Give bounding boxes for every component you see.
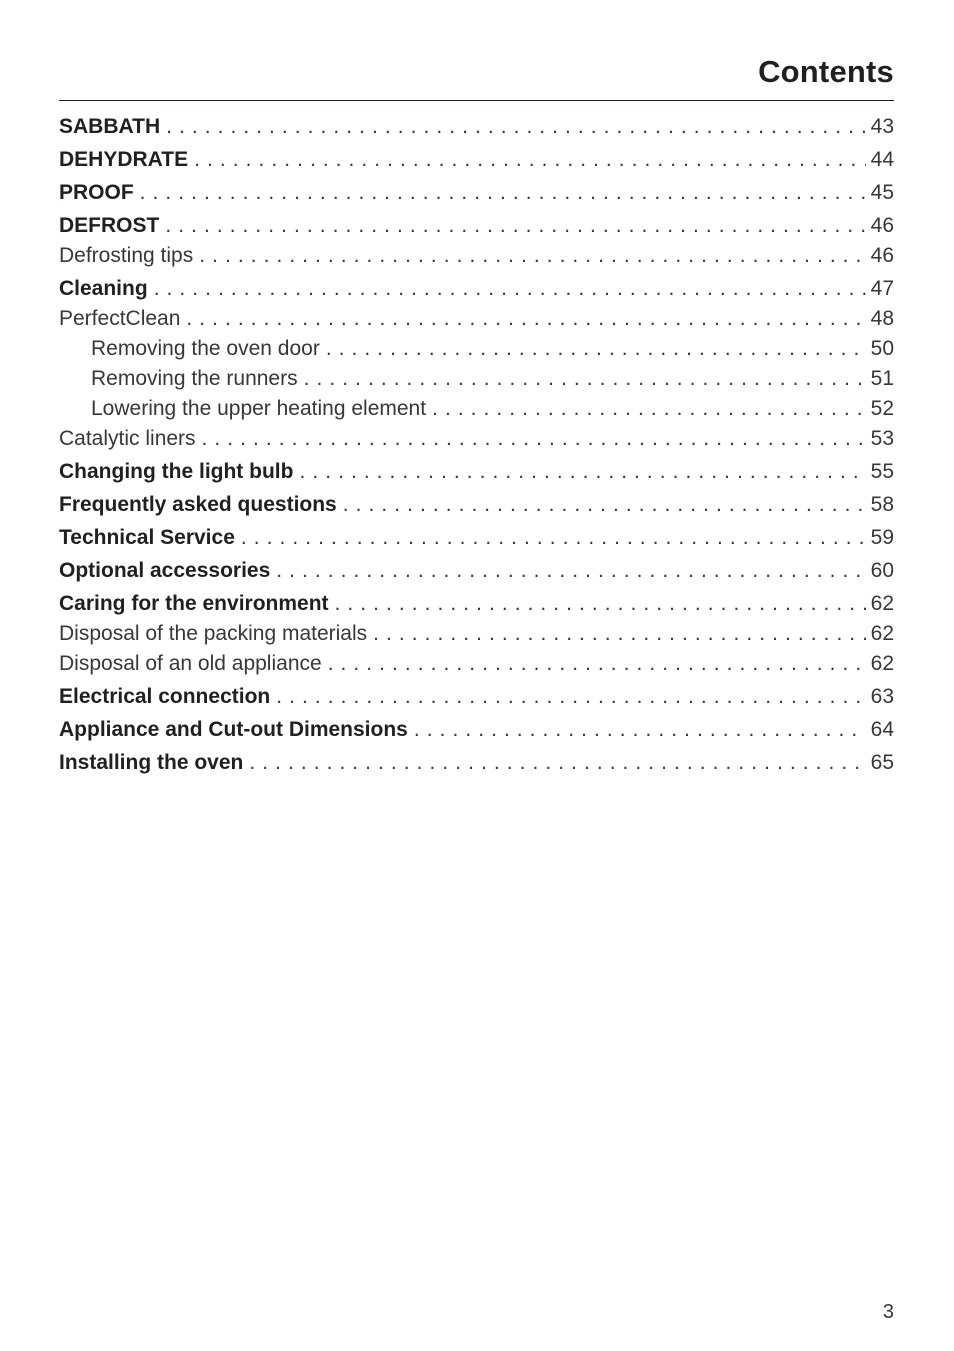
dot-leader: [202, 424, 866, 454]
toc-entry-page: 44: [870, 148, 894, 171]
dot-leader: [166, 112, 866, 142]
dot-leader: [328, 649, 866, 679]
toc-entry-label: Disposal of the packing materials: [59, 622, 368, 645]
toc-entry-page: 58: [870, 493, 894, 516]
toc-entry-label: Cleaning: [59, 277, 148, 300]
toc-entry-label: PROOF: [59, 181, 134, 204]
toc-entry[interactable]: [59, 274, 894, 304]
toc-entry-page: 50: [870, 337, 894, 360]
dot-leader: [414, 715, 866, 745]
dot-leader: [373, 619, 865, 649]
toc-entry-page: 63: [870, 685, 894, 708]
toc-entry-label: Technical Service: [59, 526, 235, 549]
toc-entry-page: 43: [870, 115, 894, 138]
page-title: Contents: [758, 54, 894, 89]
toc-entry-label: DEHYDRATE: [59, 148, 189, 171]
toc-entry[interactable]: [59, 424, 894, 454]
toc-entry[interactable]: [59, 715, 894, 745]
dot-leader: [154, 274, 866, 304]
title-divider: [59, 100, 894, 101]
dot-leader: [343, 490, 866, 520]
dot-leader: [165, 211, 865, 241]
toc-entry-label: Removing the runners: [91, 367, 298, 390]
toc-entry[interactable]: [59, 178, 894, 208]
toc-entry-page: 59: [870, 526, 894, 549]
toc-entry[interactable]: [59, 649, 894, 679]
toc-entry[interactable]: [59, 304, 894, 334]
toc-entry-label: Catalytic liners: [59, 427, 196, 450]
dot-leader: [194, 145, 866, 175]
dot-leader: [199, 241, 865, 271]
toc-entry-label: Appliance and Cut-out Dimensions: [59, 718, 408, 741]
dot-leader: [304, 364, 866, 394]
toc-entry-page: 45: [870, 181, 894, 204]
toc-entry-label: Installing the oven: [59, 751, 244, 774]
toc-entry-page: 46: [870, 214, 894, 237]
dot-leader: [276, 556, 865, 586]
toc-entry[interactable]: [59, 211, 894, 241]
toc-entry-page: 52: [870, 397, 894, 420]
toc-entry-label: Changing the light bulb: [59, 460, 294, 483]
toc-entry-page: 48: [870, 307, 894, 330]
toc-entry-label: Frequently asked questions: [59, 493, 337, 516]
toc-entry-label: Caring for the environment: [59, 592, 329, 615]
toc-entry-label: PerfectClean: [59, 307, 181, 330]
toc-entry[interactable]: [59, 748, 894, 778]
dot-leader: [326, 334, 866, 364]
toc-entry-page: 64: [870, 718, 894, 741]
dot-leader: [432, 394, 866, 424]
dot-leader: [186, 304, 865, 334]
toc-entry[interactable]: [59, 457, 894, 487]
table-of-contents: [59, 112, 894, 778]
toc-entry[interactable]: [59, 112, 894, 142]
toc-entry-label: DEFROST: [59, 214, 160, 237]
dot-leader: [140, 178, 866, 208]
toc-entry[interactable]: [59, 394, 894, 424]
toc-entry[interactable]: [59, 589, 894, 619]
toc-entry-label: Lowering the upper heating element: [91, 397, 427, 420]
toc-entry-page: 46: [870, 244, 894, 267]
toc-entry-label: Disposal of an old appliance: [59, 652, 322, 675]
dot-leader: [299, 457, 865, 487]
toc-entry[interactable]: [59, 523, 894, 553]
toc-entry-page: 62: [870, 592, 894, 615]
toc-entry[interactable]: [59, 556, 894, 586]
toc-entry-page: 62: [870, 652, 894, 675]
toc-entry-page: 65: [870, 751, 894, 774]
page-number: 3: [882, 1301, 894, 1323]
dot-leader: [241, 523, 866, 553]
toc-entry[interactable]: [59, 682, 894, 712]
toc-entry[interactable]: [59, 334, 894, 364]
toc-entry-label: Optional accessories: [59, 559, 271, 582]
toc-entry-page: 51: [870, 367, 894, 390]
dot-leader: [276, 682, 865, 712]
toc-entry-label: Electrical connection: [59, 685, 271, 708]
toc-entry-label: Defrosting tips: [59, 244, 194, 267]
toc-entry-page: 47: [870, 277, 894, 300]
toc-entry[interactable]: [59, 619, 894, 649]
toc-entry-page: 60: [870, 559, 894, 582]
dot-leader: [249, 748, 865, 778]
toc-entry[interactable]: [59, 490, 894, 520]
toc-entry[interactable]: [59, 241, 894, 271]
toc-entry-label: Removing the oven door: [91, 337, 320, 360]
toc-entry-label: SABBATH: [59, 115, 161, 138]
toc-entry-page: 62: [870, 622, 894, 645]
toc-entry[interactable]: [59, 145, 894, 175]
toc-entry[interactable]: [59, 364, 894, 394]
toc-entry-page: 55: [870, 460, 894, 483]
dot-leader: [335, 589, 866, 619]
toc-entry-page: 53: [870, 427, 894, 450]
